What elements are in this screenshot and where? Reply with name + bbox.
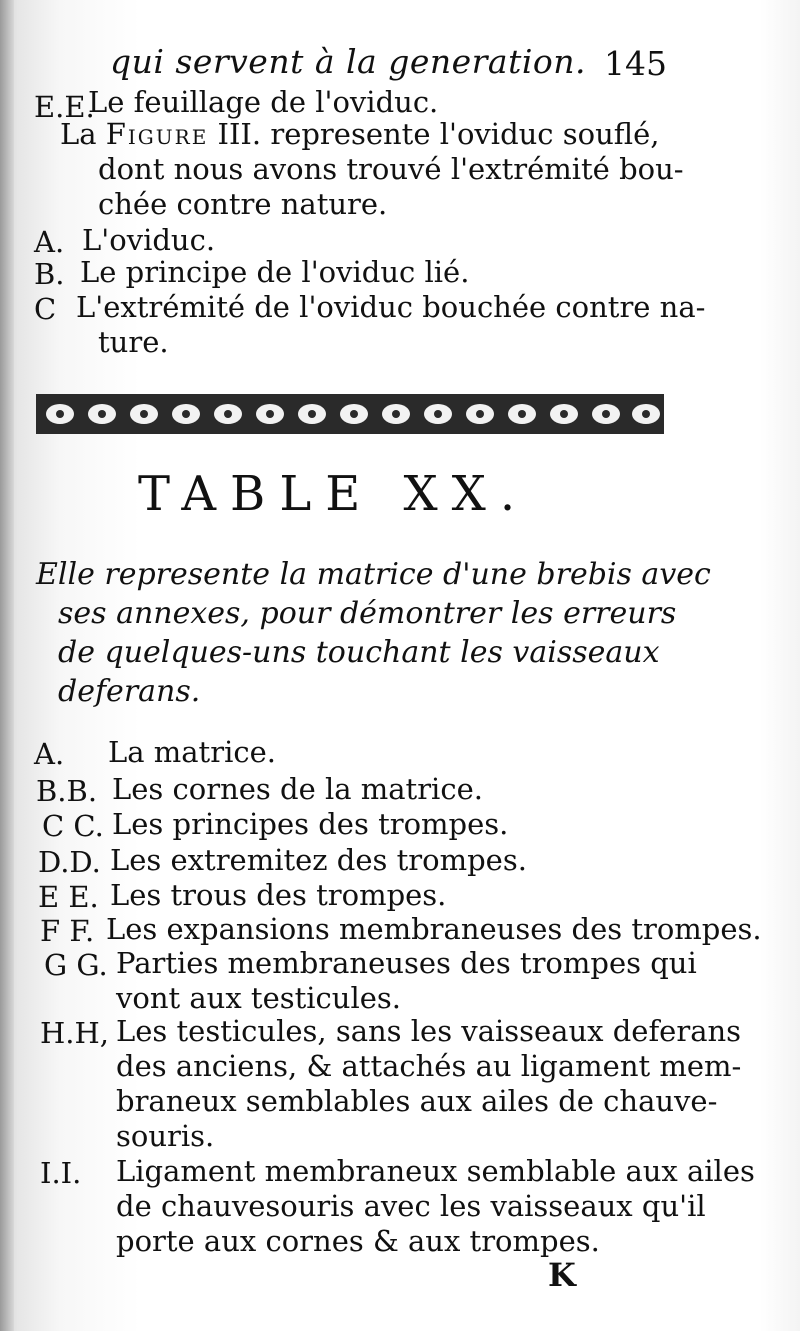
entry-hh-text-2: des anciens, & attachés au ligament mem- — [116, 1049, 742, 1083]
entry-a-label: A. — [34, 737, 65, 771]
entry-ii-text-2: de chauvesouris avec les vaisseaux qu'il — [116, 1189, 706, 1223]
entry-ee-label: E E. — [38, 880, 99, 914]
figure-line-1-rest: represente l'oviduc souflé, — [270, 117, 660, 151]
table-title: TABLE XX. — [138, 466, 530, 522]
description-line-2: ses annexes, pour démontrer les erreurs — [58, 596, 677, 631]
entry-ii-label: I.I. — [40, 1156, 82, 1190]
description-line-4: deferans. — [58, 674, 201, 709]
figure-line-2: dont nous avons trouvé l'extrémité bou- — [98, 152, 684, 186]
text-c-top: L'extrémité de l'oviduc bouchée contre na- — [76, 290, 706, 324]
label-c-top: C — [34, 292, 57, 326]
entry-gg-label: G G. — [44, 948, 108, 982]
text-a-top: L'oviduc. — [82, 223, 216, 257]
figure-numeral: III. — [217, 117, 262, 151]
signature-mark: K — [548, 1256, 576, 1294]
figure-word: Figure — [105, 117, 209, 151]
entry-gg-text-2: vont aux testicules. — [116, 981, 402, 1015]
figure-line-1 — [60, 117, 660, 151]
label-b-top: B. — [34, 257, 65, 291]
entry-a-text: La matrice. — [108, 735, 276, 769]
entry-hh-text-4: souris. — [116, 1119, 215, 1153]
figure-line-3: chée contre nature. — [98, 187, 388, 221]
entry-ee-text: Les trous des trompes. — [110, 878, 447, 912]
entry-dd-label: D.D. — [38, 845, 101, 879]
entry-bb-label: B.B. — [36, 774, 98, 808]
running-title: qui servent à la generation. — [110, 42, 587, 81]
entry-dd-text: Les extremitez des trompes. — [110, 843, 527, 877]
entry-hh-text-1: Les testicules, sans les vaisseaux deferans — [116, 1014, 742, 1048]
entry-cc-label: C C. — [42, 809, 104, 843]
text-ee: Le feuillage de l'oviduc. — [88, 85, 439, 119]
entry-hh-label: H.H, — [40, 1016, 110, 1050]
description-line-3: de quelques-uns touchant les vaisseaux — [58, 635, 660, 670]
entry-gg-text-1: Parties membraneuses des trompes qui — [116, 946, 697, 980]
label-ee: E.E. — [34, 90, 95, 124]
ornament-band — [36, 392, 664, 436]
text-c-top-cont: ture. — [98, 325, 169, 359]
label-a-top: A. — [34, 225, 65, 259]
entry-ff-label: F F. — [40, 914, 95, 948]
entry-cc-text: Les principes des trompes. — [112, 807, 509, 841]
text-b-top: Le principe de l'oviduc lié. — [80, 255, 470, 289]
page-number: 145 — [604, 44, 667, 83]
description-line-1: Elle represente la matrice d'une brebis avec — [36, 557, 711, 592]
page-spine-shadow — [0, 0, 14, 1331]
figure-prefix: La — [60, 117, 97, 151]
entry-ii-text-1: Ligament membraneux semblable aux ailes — [116, 1154, 755, 1188]
entry-hh-text-3: braneux semblables aux ailes de chauve- — [116, 1084, 718, 1118]
entry-ff-text: Les expansions membraneuses des trompes. — [106, 912, 762, 946]
entry-bb-text: Les cornes de la matrice. — [112, 772, 483, 806]
entry-ii-text-3: porte aux cornes & aux trompes. — [116, 1224, 600, 1258]
